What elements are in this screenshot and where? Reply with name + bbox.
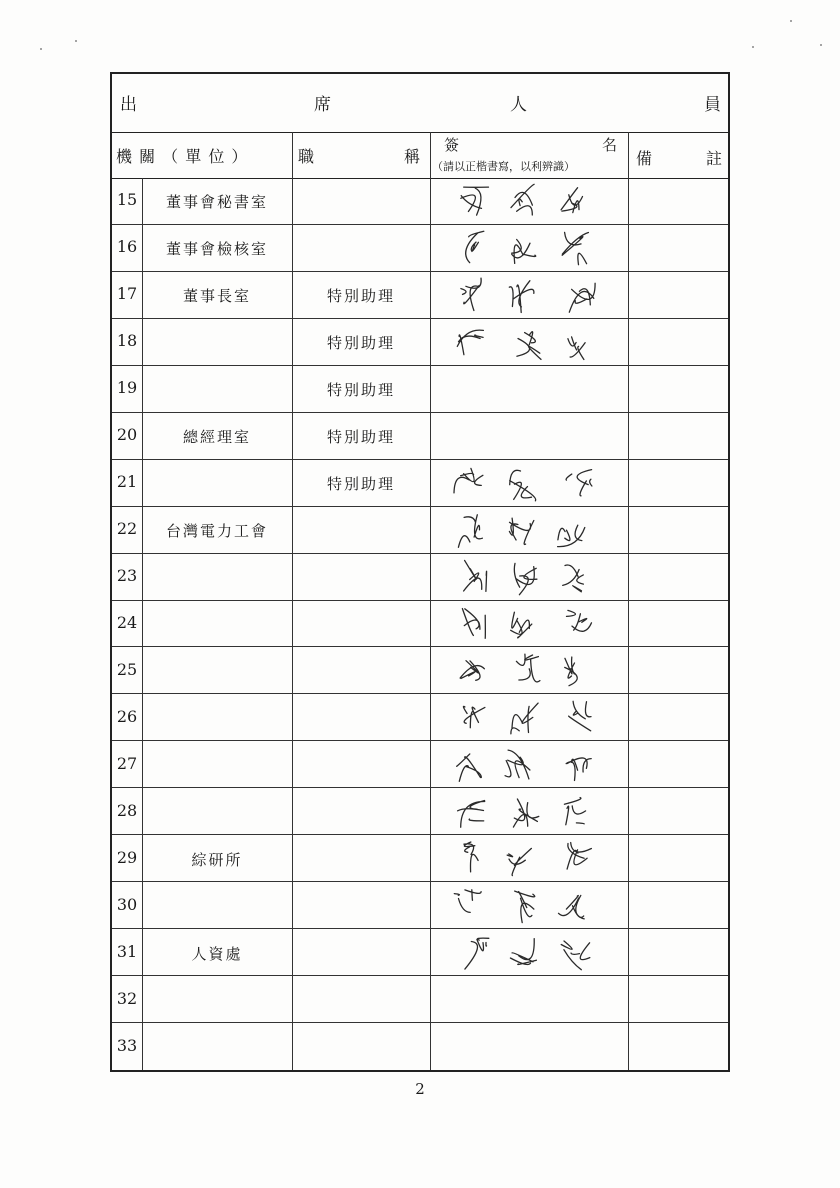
handwritten-signature	[430, 178, 640, 225]
row-number: 15	[116, 190, 138, 210]
signature-cell	[430, 741, 638, 787]
table-row	[112, 554, 728, 601]
row-number: 26	[116, 706, 138, 726]
row-number: 30	[116, 894, 138, 914]
table-row	[112, 460, 728, 507]
table-row	[112, 929, 728, 976]
row-unit: 董事會檢核室	[165, 240, 268, 259]
row-number: 18	[116, 331, 138, 351]
page-number: 2	[415, 1080, 425, 1098]
handwritten-signature	[430, 694, 640, 741]
row-number: 17	[116, 284, 138, 304]
row-number: 22	[116, 519, 138, 539]
handwritten-signature	[430, 882, 640, 929]
header-char-1: 出	[120, 95, 137, 115]
signature-cell	[430, 366, 638, 412]
table-row	[112, 319, 728, 366]
header-title-1: 職	[298, 147, 315, 166]
signature-cell	[430, 319, 638, 365]
row-number: 19	[116, 378, 138, 398]
row-number: 20	[116, 425, 138, 445]
row-unit: 董事長室	[182, 287, 251, 306]
row-number: 29	[116, 847, 138, 867]
row-title: 特別助理	[326, 428, 395, 447]
table-row	[112, 1023, 728, 1070]
row-title: 特別助理	[326, 334, 395, 353]
header-agency: 機 關 （ 單 位 ）	[116, 147, 249, 166]
handwritten-signature	[430, 601, 640, 648]
row-number: 27	[116, 753, 138, 773]
table-row	[112, 976, 728, 1023]
handwritten-signature	[430, 507, 640, 554]
row-unit: 人資處	[191, 944, 243, 963]
handwritten-signature	[430, 788, 640, 835]
signature-cell	[430, 788, 638, 834]
row-number: 31	[116, 941, 138, 961]
signature-cell	[430, 835, 638, 881]
signature-cell	[430, 507, 638, 553]
row-number: 23	[116, 566, 138, 586]
signature-cell	[430, 1023, 638, 1070]
handwritten-signature	[430, 835, 640, 882]
signature-cell	[430, 647, 638, 693]
table-row	[112, 366, 728, 413]
signature-cell	[430, 178, 638, 224]
header-sign-2: 名	[602, 136, 618, 154]
signature-cell	[430, 272, 638, 318]
signature-cell	[430, 460, 638, 506]
header-sign-1: 簽	[444, 136, 460, 154]
table-row	[112, 272, 728, 319]
table-row	[112, 178, 728, 225]
signature-cell	[430, 601, 638, 647]
table-row	[112, 882, 728, 929]
table-row	[112, 835, 728, 882]
header-sign-note: （請以正楷書寫，以利辨識）	[432, 160, 575, 173]
row-title: 特別助理	[326, 287, 395, 306]
row-title: 特別助理	[326, 381, 395, 400]
handwritten-signature	[430, 929, 640, 976]
row-number: 33	[116, 1035, 138, 1055]
row-number: 28	[116, 800, 138, 820]
row-unit: 董事會秘書室	[165, 193, 268, 212]
handwritten-signature	[430, 741, 640, 788]
row-unit: 總經理室	[182, 428, 251, 447]
table-row	[112, 741, 728, 788]
row-number: 21	[116, 472, 138, 492]
handwritten-signature	[430, 460, 640, 507]
signature-cell	[430, 976, 638, 1022]
handwritten-signature	[430, 647, 640, 694]
table-row	[112, 413, 728, 460]
row-unit: 台灣電力工會	[165, 522, 268, 541]
row-number: 32	[116, 988, 138, 1008]
handwritten-signature	[430, 225, 640, 272]
handwritten-signature	[430, 272, 640, 319]
handwritten-signature	[430, 554, 640, 601]
signature-cell	[430, 225, 638, 271]
header-char-4: 員	[704, 95, 721, 115]
header-title-2: 稱	[404, 147, 421, 166]
row-title: 特別助理	[326, 475, 395, 494]
table-row	[112, 788, 728, 835]
signature-cell	[430, 413, 638, 459]
header-char-2: 席	[314, 95, 331, 115]
header-attendees	[112, 74, 728, 133]
table-row	[112, 601, 728, 648]
row-number: 24	[116, 612, 138, 632]
table-row	[112, 694, 728, 741]
row-unit: 綜研所	[191, 850, 243, 869]
signature-cell	[430, 929, 638, 975]
signature-cell	[430, 554, 638, 600]
handwritten-signature	[430, 319, 640, 366]
row-number: 16	[116, 237, 138, 257]
header-remark-2: 註	[706, 149, 723, 168]
signature-cell	[430, 694, 638, 740]
header-char-3: 人	[510, 95, 527, 115]
signature-cell	[430, 882, 638, 928]
row-number: 25	[116, 659, 138, 679]
table-row	[112, 225, 728, 272]
table-row	[112, 647, 728, 694]
table-row	[112, 507, 728, 554]
header-remark-1: 備	[636, 149, 653, 168]
attendance-table	[110, 72, 730, 1072]
